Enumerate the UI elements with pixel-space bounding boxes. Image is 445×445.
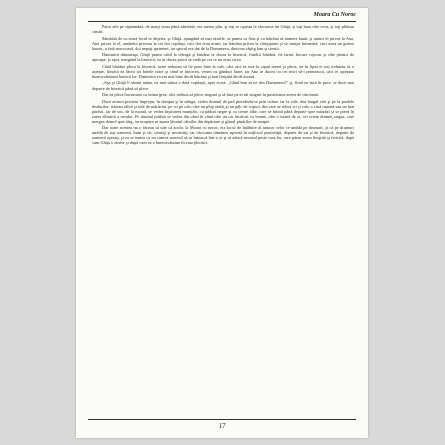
page-number: 17 <box>218 422 226 430</box>
paragraph: Când bătrâna pleca la biserică, toate trebuiau să fie puse bine la cale, căci aici ea este la capul mesei şi pleca, iar în lipsa ei toţi trebuiau să o aştepte, fiindcă ea făcea tot binele casei şi când se întorcea, venea cu gânduri bune, iar Ana se ducea cu cei mici să-i primească, căci ei aşteptau binecuvântarea bunicii lor. Duminica ea era mai bine decât bătrâna şi mai liniştită decât aseară. <box>92 63 354 79</box>
paragraph: Duminică dimineaţa, Ghiţă punea calul la teleagă şi bătrâna se ducea la biserică, fiindcă bătrână, fie iarnă, fiecare cojocar şi câte ţărănci de aproape, şi apoi, mergând la biserică, ea se ducea parcă să vadă pe cei ce nu erau cu ea. <box>92 52 354 63</box>
paragraph: Dar ea pleca bucuroasă cu inima grea, căci trebuia să plece singură şi să lase pe ai săi singuri în pustietatea aceea de cârciumă. <box>102 92 320 98</box>
body-text <box>92 24 354 147</box>
paragraph: Dar toate acestea nu o făceau să uite că acolo, la Moara cu noroc, era locul de întâlnire al tuturor celor ce umblă pe drumuri, şi că pe drumuri umblă de toţi oamenii, buni şi răi, cinstiţi şi necinstiţi, iar cârciuma rămânea aşezată în mijlocul pustietăţii, departe de sat şi de biserică, departe de oamenii aşezaţi, şi ea se temea ca nu cumva norocul să se întoarcă într-o zi şi să aducă necazul peste casa lor, care părea acum liniştită şi fericită, după cum Ghiţă o dorise şi după cum ea o binecuvântase în ziua plecării. <box>92 125 354 146</box>
paragraph: Dacă arunca privirea împrejur, în dreapta şi în stânga, vedea drumul de ţară pierzându-se prin culme, iar la vale, dea lungul văii şi pe la poalele dealurilor, stăteau sălcii şi tufe de mărăcini, pe ici pe colo câte un plop răzleţ şi un pâlc de copaci, din care se ridica ici şi colo o casă ruinată sau un han părăsit, iar de sus, de la moară, se vedea înşiruirea munţilor, cu păduri negre şi cu creste albe, care se întind până departe spre miazăzi şi se pierd în zarea albastră a cerului. Pe drumul prăfuit se vedea din când în când câte un car încărcat cu lemne, câte o turmă de oi, ori vreun drumeţ singur, care mergea domol spre târg, iar noaptea se auzea lătratul câinilor din depărtare şi glasul păsărilor de noapte. <box>92 98 354 124</box>
book-page <box>76 8 368 438</box>
paragraph: „Aşa şi Ghiţă îi sărută mâna, ea mai stătea o dată copilaşii, apoi zicea: „Gând bun să ne dea Dumnezeu!” şi, fiind ea încă în pace, se duce mai departe de biserică până să plece. <box>92 80 354 91</box>
header-rule <box>88 21 356 22</box>
paragraph: Patru zile pe săptămână, de marţi seara până sâmbătă, era mereu plin, şi toţi se opreau la cârciuma lui Ghiţă, şi toţi luau câte ceva, şi toţi plăteau cinstit. <box>92 24 354 35</box>
footer-rule <box>88 419 356 420</box>
paragraph: Sâmbătă de cu seară locul se deşerta, şi Ghiţă, ajungând să mai răsufle, se punea cu Ana şi cu bătrâna să numere banii, şi atunci el privea la Ana, Ana privea la el, amândoi priveau la cei doi copilaşi, căci doi erau acum, iar bătrâna privea la câteşipatru şi se simţea întinerită, căci avea un ginere harnic, o fată norocoasă, doi nepoţi sprinteni, iar sporul era dat de la Dumnezeu, dintr-un câştig bun şi cinstit. <box>92 35 354 51</box>
running-head: Moara Cu Noroc <box>313 12 356 18</box>
